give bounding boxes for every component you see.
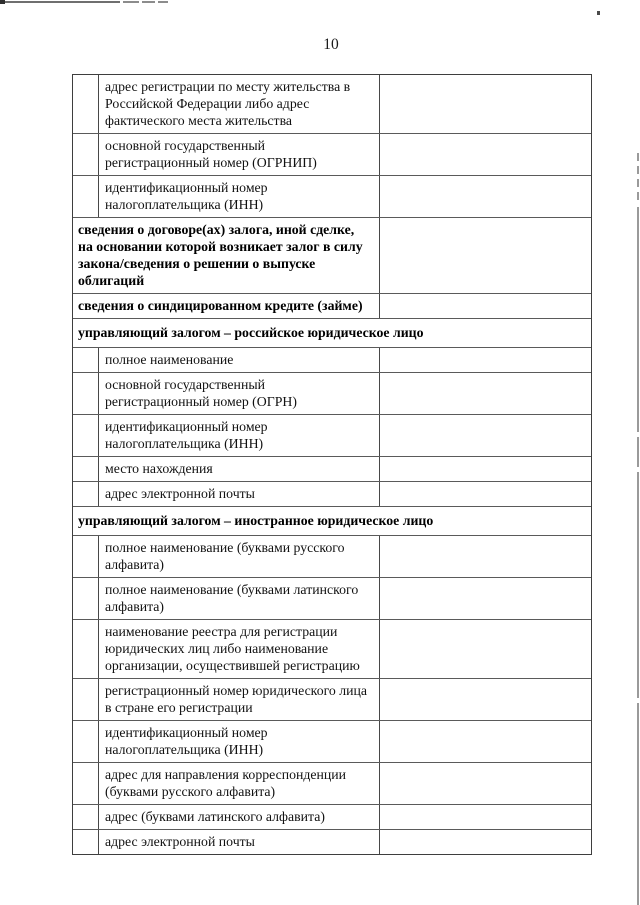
indent-cell [73, 721, 99, 762]
field-row [73, 218, 591, 294]
field-row [73, 75, 591, 134]
indent-cell [73, 536, 99, 577]
indent-cell [73, 373, 99, 414]
field-label: идентификационный номер налогоплательщика (ИНН) [105, 419, 268, 451]
indent-cell [73, 75, 99, 133]
indent-cell [73, 578, 99, 619]
field-label: полное наименование (буквами русского алфавита) [105, 540, 345, 572]
scan-artifact-top-tip [0, 0, 5, 4]
field-value-cell [379, 536, 591, 577]
section-title: управляющий залогом – российское юридическое лицо [78, 325, 424, 340]
indent-cell [73, 679, 99, 720]
page-number: 10 [323, 36, 339, 53]
section-header-row [73, 507, 591, 536]
indent-cell [73, 620, 99, 678]
scan-artifact-speck [597, 11, 600, 15]
field-row [73, 134, 591, 176]
field-value-cell [379, 620, 591, 678]
field-label: адрес электронной почты [105, 834, 255, 849]
field-value-cell [379, 578, 591, 619]
field-value-cell [379, 373, 591, 414]
section-header-row [73, 319, 591, 348]
indent-cell [73, 348, 99, 372]
field-value-cell [379, 721, 591, 762]
field-label: идентификационный номер налогоплательщика (ИНН) [105, 180, 268, 212]
indent-cell [73, 482, 99, 506]
indent-cell [73, 176, 99, 217]
field-value-cell [379, 679, 591, 720]
field-row [73, 457, 591, 482]
field-value-cell [379, 75, 591, 133]
indent-cell [73, 830, 99, 854]
field-label: основной государственный регистрационный номер (ОГРНИП) [105, 138, 317, 170]
field-row [73, 620, 591, 679]
scan-artifact-dash [158, 1, 168, 3]
field-label: наименование реестра для регистрации юридических лиц либо наименование организации, осуществившей регистрацию [105, 624, 360, 673]
indent-cell [73, 134, 99, 175]
scan-artifact-right-edge-dashes [637, 153, 639, 205]
field-label: адрес для направления корреспонденции (буквами русского алфавита) [105, 767, 347, 799]
indent-cell [73, 763, 99, 804]
field-row [73, 294, 591, 319]
field-label: адрес (буквами латинского алфавита) [105, 809, 325, 824]
field-value-cell [379, 763, 591, 804]
scan-artifact-dash [123, 1, 139, 3]
field-label: сведения о синдицированном кредите (займе) [78, 298, 363, 313]
field-value-cell [379, 294, 591, 318]
field-value-cell [379, 415, 591, 456]
field-value-cell [379, 805, 591, 829]
field-value-cell [379, 348, 591, 372]
field-value-cell [379, 218, 591, 293]
scan-artifact-gap [636, 698, 640, 703]
field-value-cell [379, 134, 591, 175]
field-value-cell [379, 830, 591, 854]
field-label: место нахождения [105, 461, 213, 476]
scan-artifact-dash [142, 1, 155, 3]
field-label: полное наименование [105, 352, 234, 367]
field-row [73, 763, 591, 805]
field-label: адрес регистрации по месту жительства в Российской Федерации либо адрес фактического места жительства [105, 79, 351, 128]
field-row [73, 482, 591, 507]
scan-artifact-gap [636, 467, 640, 472]
field-value-cell [379, 176, 591, 217]
field-value-cell [379, 482, 591, 506]
field-row [73, 830, 591, 854]
scan-artifact-right-edge-line [637, 207, 639, 905]
field-row [73, 348, 591, 373]
field-row [73, 578, 591, 620]
field-row [73, 536, 591, 578]
indent-cell [73, 457, 99, 481]
field-row [73, 415, 591, 457]
scan-artifact-gap [636, 432, 640, 437]
field-row [73, 176, 591, 218]
section-title: управляющий залогом – иностранное юридическое лицо [78, 513, 434, 528]
field-label: идентификационный номер налогоплательщика (ИНН) [105, 725, 268, 757]
field-value-cell [379, 457, 591, 481]
scan-artifact-top-line [0, 1, 120, 3]
field-label: основной государственный регистрационный номер (ОГРН) [105, 377, 297, 409]
field-label: сведения о договоре(ах) залога, иной сделке, на основании которой возникает залог в силу закона/сведения о решении о выпуске облигаций [78, 222, 363, 288]
field-row [73, 373, 591, 415]
field-row [73, 805, 591, 830]
field-label: регистрационный номер юридического лица в стране его регистрации [105, 683, 368, 715]
field-label: полное наименование (буквами латинского алфавита) [105, 582, 359, 614]
field-row [73, 721, 591, 763]
indent-cell [73, 805, 99, 829]
field-label: адрес электронной почты [105, 486, 255, 501]
indent-cell [73, 415, 99, 456]
registration-table [72, 74, 592, 855]
field-row [73, 679, 591, 721]
